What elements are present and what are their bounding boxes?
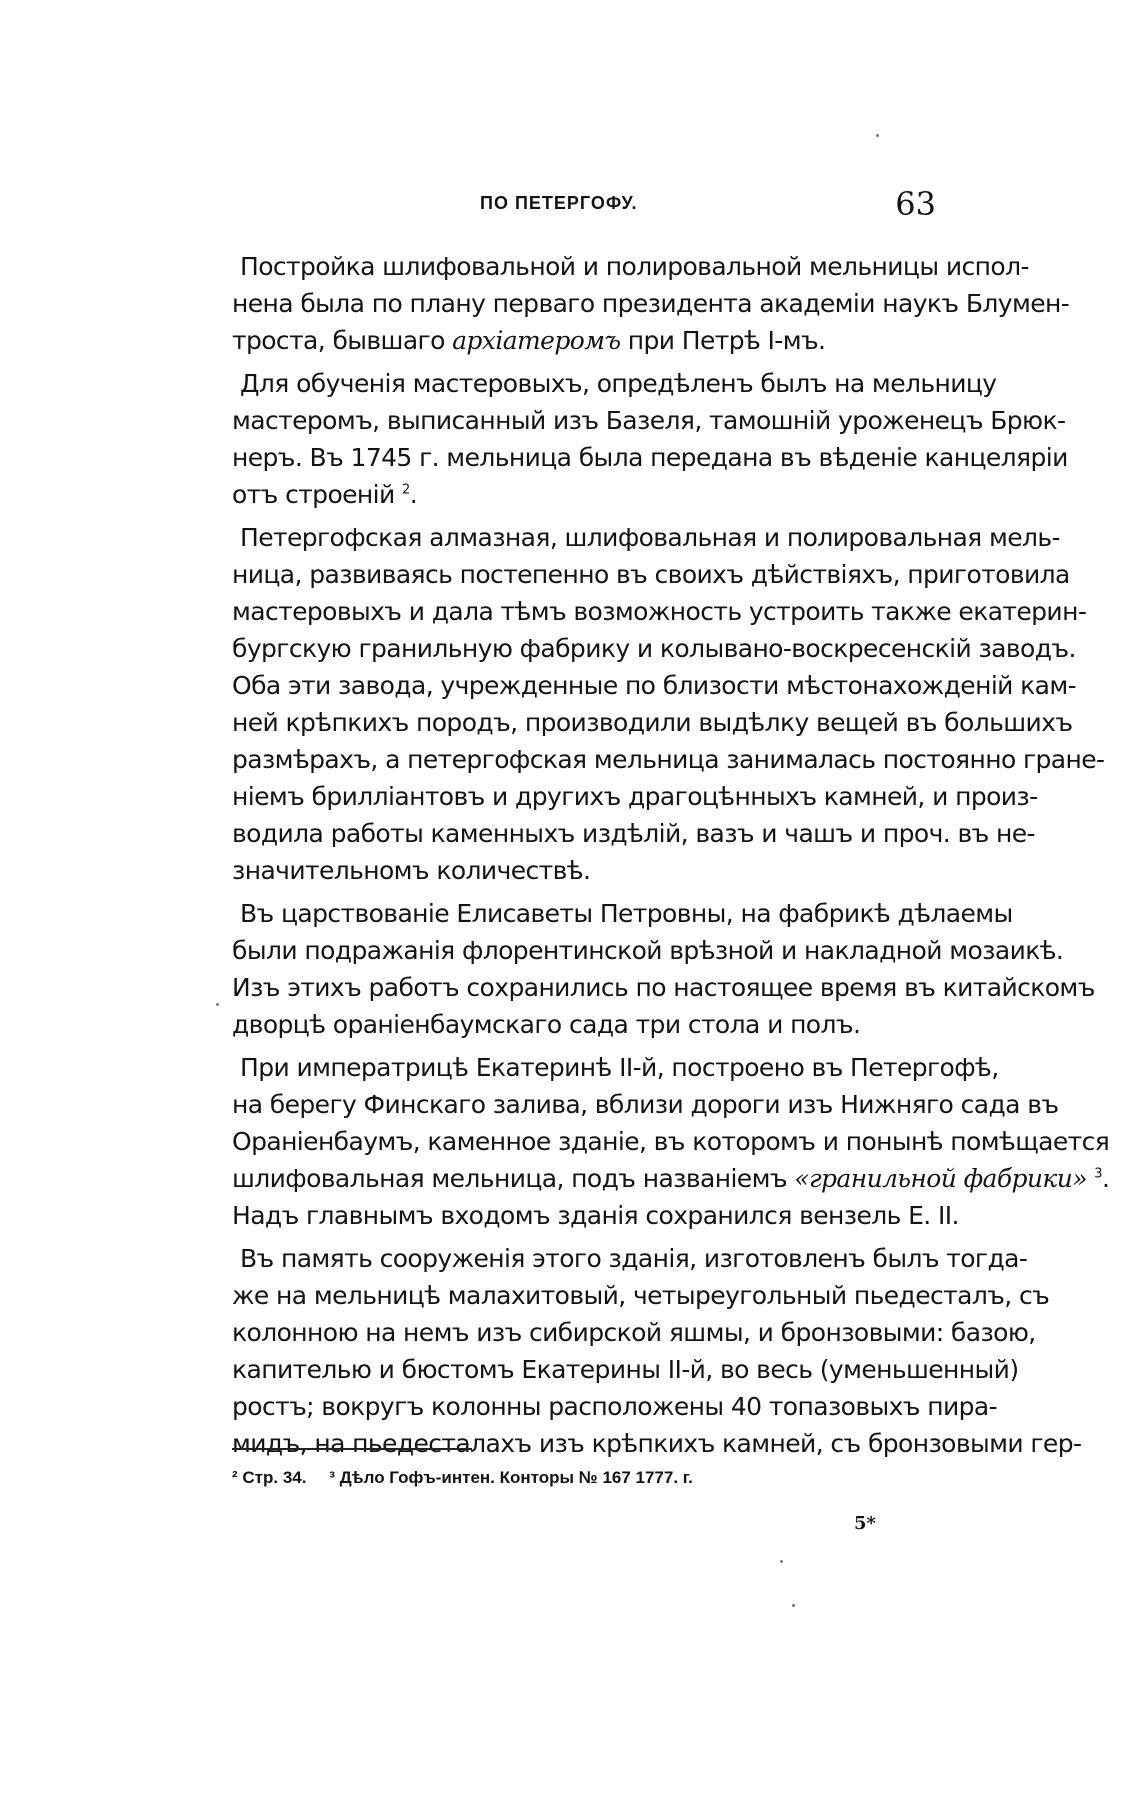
text-line: отъ строеній $^2$. bbox=[232, 480, 418, 509]
paper-speck bbox=[216, 1003, 219, 1006]
paper-speck bbox=[876, 134, 879, 137]
text-line: Оба эти завода, учрежденные по близости мѣстонахожденій кам- bbox=[232, 671, 1077, 700]
text-line: Ораніенбаумъ, каменное зданіе, въ которомъ и понынѣ помѣщается bbox=[232, 1127, 1110, 1156]
italic-term: архіатеромъ bbox=[452, 326, 621, 355]
text-line: троста, бывшаго архіатеромъ при Петрѣ I-мъ. bbox=[232, 326, 826, 355]
text-line: Изъ этихъ работъ сохранились по настоящее время въ китайскомъ bbox=[232, 973, 1095, 1002]
running-head bbox=[232, 185, 944, 225]
text-line: ніемъ бриллiантовъ и другихъ драгоцѣнныхъ камней, и произ- bbox=[232, 782, 1038, 811]
text-line: дворцѣ ораніенбаумскаго сада три стола и полъ. bbox=[232, 1010, 861, 1039]
paper-speck bbox=[792, 1604, 795, 1607]
body-text bbox=[232, 248, 1110, 1462]
text-line: шлифовальная мельница, подъ названіемъ «гранильной фабрики» $^3$. bbox=[232, 1164, 1110, 1193]
text-line: Петергофская алмазная, шлифовальная и полировальная мель- bbox=[240, 523, 1060, 552]
text-line: Въ царствованіе Елисаветы Петровны, на фабрикѣ дѣлаемы bbox=[240, 899, 1013, 928]
text-line: ростъ; вокругъ колонны расположены 40 топазовыхъ пира- bbox=[232, 1392, 998, 1421]
paragraph bbox=[232, 365, 1068, 513]
paragraph bbox=[232, 248, 1070, 359]
footnotes bbox=[232, 1468, 711, 1488]
footnote-ref[interactable]: 3 bbox=[1094, 1166, 1102, 1182]
footnote-rule bbox=[232, 1448, 472, 1450]
italic-term: «гранильной фабрики» bbox=[794, 1164, 1087, 1193]
paragraph bbox=[232, 895, 1095, 1043]
text-line: мастеровыхъ и дала тѣмъ возможность устроить также екатерин- bbox=[232, 597, 1087, 626]
text-line: Для обученія мастеровыхъ, опредѣленъ былъ на мельницу bbox=[240, 369, 997, 398]
text-line: мидъ, на пьедесталахъ изъ крѣпкихъ камней, съ бронзовыми гер- bbox=[232, 1429, 1082, 1458]
text-line: были подражанія флорентинской врѣзной и накладной мозаикѣ. bbox=[232, 936, 1064, 965]
text-line: нена была по плану перваго президента академіи наукъ Блумен- bbox=[232, 289, 1070, 318]
paragraph bbox=[232, 519, 1105, 889]
paper-speck bbox=[780, 1560, 783, 1563]
footnote-2: ² Стр. 34. bbox=[232, 1468, 307, 1487]
page-number: 63 bbox=[895, 185, 936, 223]
text-line: размѣрахъ, а петергофская мельница занималась постоянно гране- bbox=[232, 745, 1105, 774]
signature-mark: 5* bbox=[854, 1513, 876, 1534]
text-line: ница, развиваясь постепенно въ своихъ дѣйствіяхъ, приготовила bbox=[232, 560, 1070, 589]
text-line: значительномъ количествѣ. bbox=[232, 856, 591, 885]
paragraph bbox=[232, 1240, 1082, 1462]
text-line: водила работы каменныхъ издѣлій, вазъ и чашъ и проч. въ не- bbox=[232, 819, 1035, 848]
text-line: Надъ главнымъ входомъ зданія сохранился вензель Е. II. bbox=[232, 1201, 959, 1230]
text-line: ней крѣпкихъ породъ, производили выдѣлку вещей въ большихъ bbox=[232, 708, 1073, 737]
text-line: При императрицѣ Екатеринѣ II-й, построено въ Петергофѣ, bbox=[240, 1053, 999, 1082]
text-line: же на мельницѣ малахитовый, четыреугольный пьедесталъ, съ bbox=[232, 1281, 1050, 1310]
text-line: Постройка шлифовальной и полировальной мельницы испол- bbox=[240, 252, 1029, 281]
footnote-ref[interactable]: 2 bbox=[402, 482, 410, 498]
footnote-3: ³ Дѣло Гофъ-интен. Конторы № 167 1777. г. bbox=[329, 1468, 693, 1487]
text-line: неръ. Въ 1745 г. мельница была передана въ вѣденіе канцеляріи bbox=[232, 443, 1068, 472]
text-line: капителью и бюстомъ Екатерины II-й, во весь (уменьшенный) bbox=[232, 1355, 1019, 1384]
text-line: мастеромъ, выписанный изъ Базеля, тамошній уроженецъ Брюк- bbox=[232, 406, 1066, 435]
text-line: на берегу Финскаго залива, вблизи дороги изъ Нижняго сада въ bbox=[232, 1090, 1059, 1119]
text-line: колонною на немъ изъ сибирской яшмы, и бронзовыми: базою, bbox=[232, 1318, 1036, 1347]
running-title: ПО ПЕТЕРГОФУ. bbox=[480, 193, 638, 213]
paragraph bbox=[232, 1049, 1110, 1234]
text-line: Въ память сооруженія этого зданія, изготовленъ былъ тогда- bbox=[240, 1244, 1028, 1273]
text-line: бургскую гранильную фабрику и колывано-воскресенскій заводъ. bbox=[232, 634, 1076, 663]
